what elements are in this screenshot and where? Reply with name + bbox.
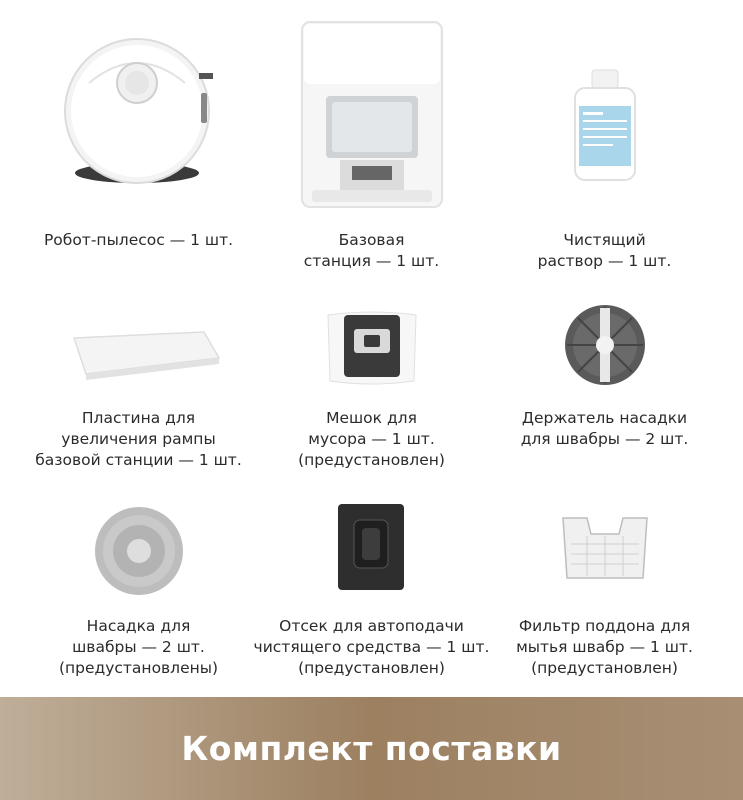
mop-pad-icon — [15, 505, 262, 597]
caption-line: (предустановлен) — [531, 659, 678, 677]
cleaning-solution-bottle-icon — [481, 65, 728, 185]
caption-line: Робот-пылесос — 1 шт. — [43, 231, 234, 249]
caption-line: базовой станции — 1 шт. — [35, 451, 242, 469]
item-caption — [481, 230, 728, 272]
item-caption — [481, 408, 728, 450]
caption-line: швабры — 2 шт. — [72, 638, 205, 656]
item-caption — [15, 230, 262, 251]
caption-line: станция — 1 шт. — [303, 252, 440, 270]
caption-line: Пластина для — [81, 409, 196, 427]
base-station-icon — [248, 10, 495, 210]
caption-line: Чистящий — [563, 231, 646, 249]
item-caption — [248, 616, 495, 679]
caption-line: (предустановлен) — [298, 659, 445, 677]
caption-line: Мешок для — [326, 409, 417, 427]
caption-line: чистящего средства — 1 шт. — [253, 638, 490, 656]
caption-line: Фильтр поддона для — [518, 617, 691, 635]
item-caption — [248, 408, 495, 471]
item-caption — [15, 616, 262, 679]
caption-line: для швабры — 2 шт. — [520, 430, 689, 448]
dust-bag-icon — [248, 308, 495, 388]
tray-filter-icon — [481, 512, 728, 584]
bottom-banner — [0, 697, 743, 800]
item-caption — [248, 230, 495, 272]
ramp-plate-icon — [15, 325, 262, 385]
item-caption — [15, 408, 262, 471]
caption-line: Базовая — [338, 231, 405, 249]
mop-holder-icon — [481, 300, 728, 390]
caption-line: Держатель насадки — [521, 409, 688, 427]
caption-line: Насадка для — [86, 617, 191, 635]
detergent-compartment-icon — [248, 500, 495, 595]
banner-title: Комплект поставки — [181, 729, 562, 768]
caption-line: мытья швабр — 1 шт. — [516, 638, 693, 656]
caption-line: (предустановлен) — [298, 451, 445, 469]
caption-line: (предустановлены) — [58, 659, 219, 677]
caption-line: раствор — 1 шт. — [537, 252, 672, 270]
caption-line: увеличения рампы — [61, 430, 216, 448]
robot-vacuum-icon — [15, 18, 262, 198]
item-caption — [481, 616, 728, 679]
caption-line: мусора — 1 шт. — [308, 430, 435, 448]
caption-line: Отсек для автоподачи — [279, 617, 464, 635]
